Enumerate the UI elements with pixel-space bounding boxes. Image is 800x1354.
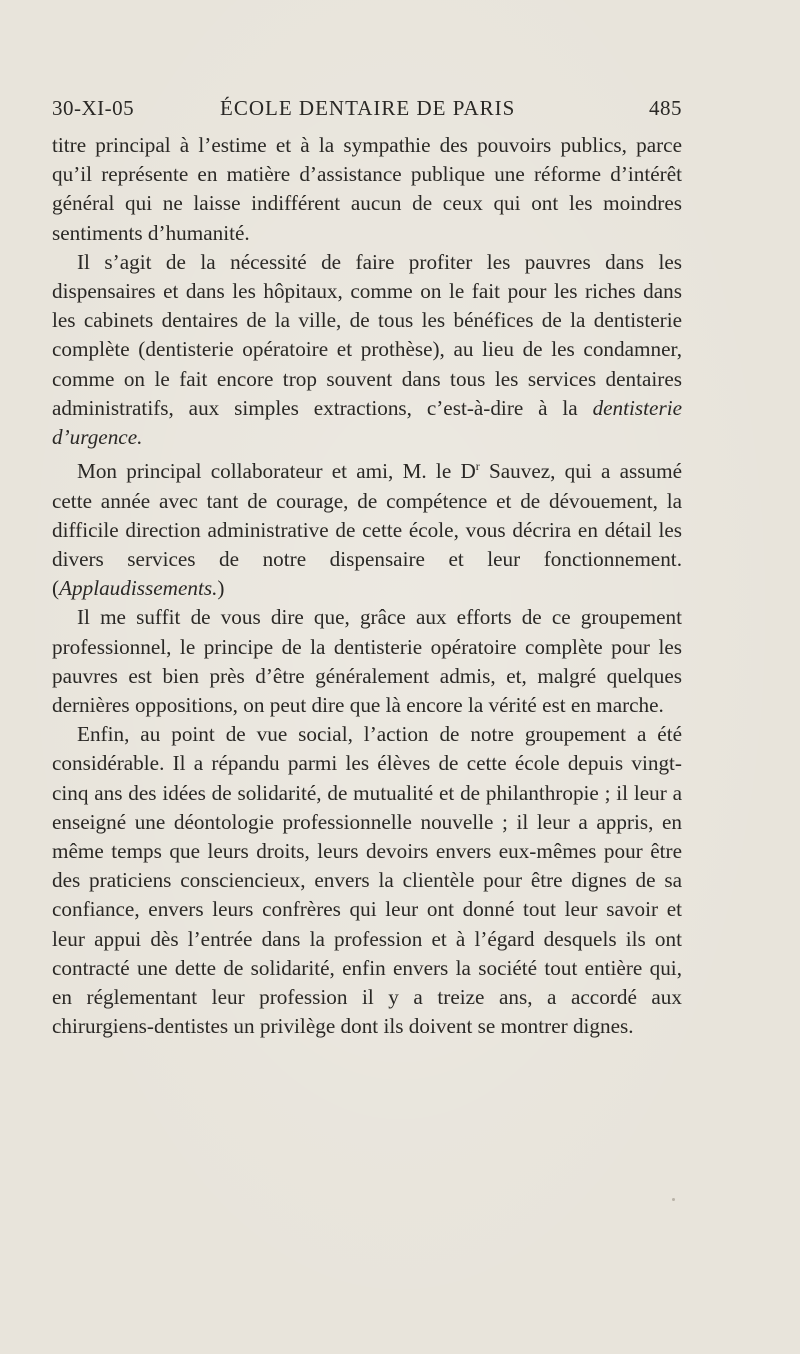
paragraph-1-text: titre principal à l’estime et à la sympathie des pouvoirs publics, parce qu’il représente en matière d’assistance publique une réforme d’intérêt général qui ne laisse indifférent aucun de ceux qui ont les moindres sentiments d’humanité. <box>52 133 682 245</box>
paragraph-3-text: Mon principal collaborateur et ami, M. le D <box>77 459 476 484</box>
running-header <box>52 96 682 126</box>
paragraph-2 <box>52 248 682 452</box>
paragraph-4 <box>52 603 682 720</box>
paragraph-5-text: Enfin, au point de vue social, l’action de notre groupement a été considérable. Il a répandu parmi les élèves de cette école depuis vingt-cinq ans des idées de solidarité, de mutualité et de philanthropie ; il leur a enseigné une déontologie professionnelle nouvelle ; il leur a appris, en même temps que leurs droits, leurs devoirs envers eux-mêmes pour être des praticiens consciencieux, envers la clientèle pour être dignes de sa confiance, envers leurs confrères qui leur ont donné tout leur savoir et leur appui dès l’entrée dans la profession et à l’égard desquels ils ont contracté une dette de solidarité, enfin envers la société tout entière qui, en réglementant leur profession il y a treize ans, a accordé aux chirurgiens-dentistes un privilège dont ils doivent se montrer dignes. <box>52 722 682 1039</box>
header-date: 30-XI-05 <box>52 96 135 120</box>
paragraph-1 <box>52 131 682 248</box>
paragraph-4-text: Il me suffit de vous dire que, grâce aux efforts de ce groupement professionnel, le principe de la dentisterie opératoire complète pour les pauvres est bien près d’être généralement admis, et, malgré quelques dernières oppositions, on peut dire que là encore la vérité est en marche. <box>52 605 682 717</box>
page-number: 485 <box>649 96 682 120</box>
paper-speck <box>672 1198 675 1201</box>
paragraph-3-tail: ) <box>217 576 225 601</box>
doctor-superscript: r <box>475 459 480 474</box>
running-title: ÉCOLE DENTAIRE DE PARIS <box>220 96 516 120</box>
paragraph-2-text: Il s’agit de la nécessité de faire profiter les pauvres dans les dispensaires et dans les hôpitaux, comme on le fait pour les riches dans les cabinets dentaires de la ville, de tous les bénéfices de la dentisterie complète (dentisterie opératoire et prothèse), au lieu de les condamner, comme on le fait encore trop souvent dans tous les services dentaires administratifs, aux simples extractions, c’est-à-dire à la <box>52 249 682 420</box>
paragraph-3 <box>52 452 682 603</box>
paragraph-5 <box>52 720 682 1041</box>
paragraph-2-italic: dentisterie d’urgence. <box>52 395 682 450</box>
body-text <box>52 131 682 1041</box>
applause-italic: Applaudissements. <box>59 576 218 601</box>
paragraph-3-middle: Sauvez, qui a assumé cette année avec tant de courage, de compétence et de dévouement, la difficile direction administrative de cette école, vous décrira en détail les divers services de notre dispensaire et leur fonctionnement. ( <box>52 459 682 601</box>
